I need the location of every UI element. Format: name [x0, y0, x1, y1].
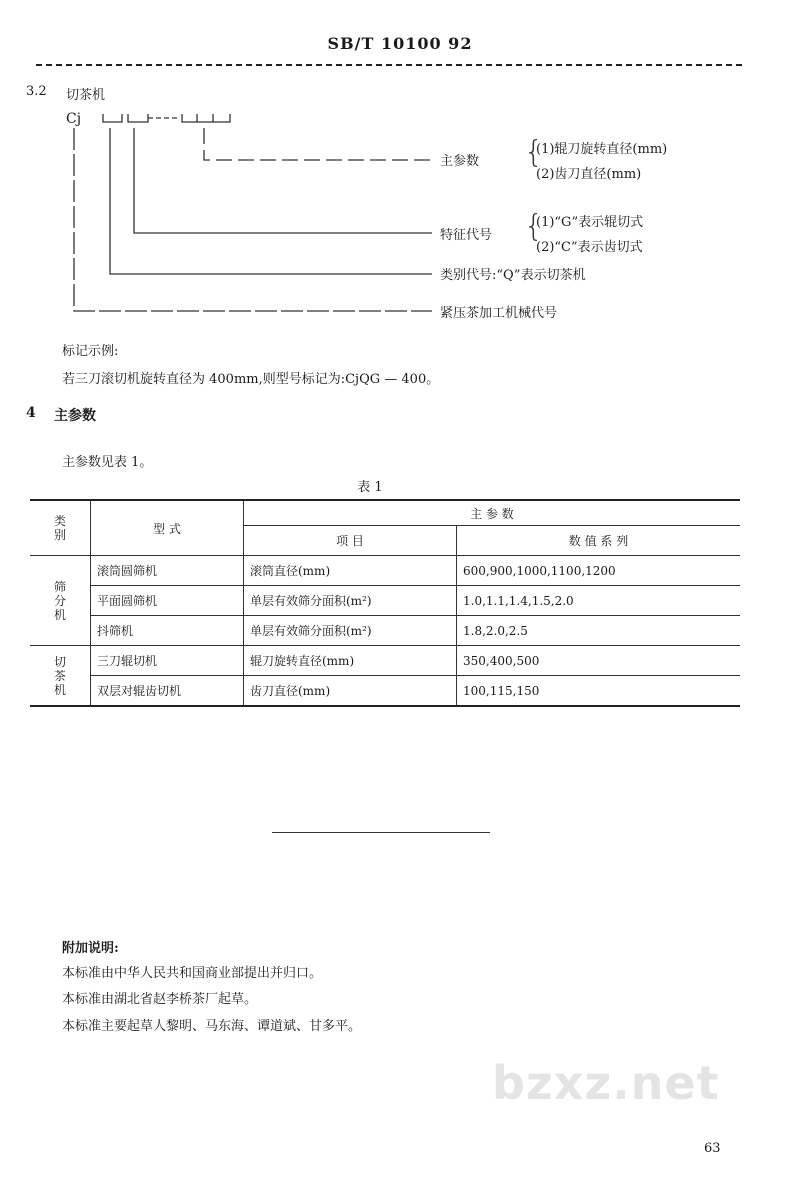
- parameter-table: [30, 499, 740, 707]
- type-cell: 双层对辊齿切机: [91, 676, 244, 707]
- section-number: 4: [26, 405, 36, 421]
- brace: {: [524, 135, 544, 170]
- header-category: 类别: [30, 500, 91, 556]
- type-cell: 平面圆筛机: [91, 586, 244, 616]
- category-cell: 筛分机: [30, 556, 91, 646]
- page-number: 63: [704, 1141, 721, 1156]
- standard-number: SB/T 10100 92: [327, 34, 473, 53]
- notes-line: 本标准由中华人民共和国商业部提出并归口。: [62, 966, 323, 981]
- machine-label: 紧压茶加工机械代号: [440, 306, 558, 321]
- brace: {: [524, 209, 544, 244]
- header-type: 型 式: [91, 500, 244, 556]
- code-box: [182, 114, 230, 122]
- item-cell: 齿刀直径(mm): [244, 676, 457, 707]
- section-title: 切茶机: [66, 88, 106, 103]
- values-cell: 100,115,150: [457, 676, 741, 707]
- item-cell: 辊刀旋转直径(mm): [244, 646, 457, 676]
- item-cell: 单层有效筛分面积(m²): [244, 616, 457, 646]
- values-cell: 1.0,1.1,1.4,1.5,2.0: [457, 586, 741, 616]
- header-value-series: 数 值 系 列: [457, 526, 741, 556]
- code-box: [103, 114, 122, 122]
- item-cell: 单层有效筛分面积(m²): [244, 586, 457, 616]
- feature-option: (2)“C”表示齿切式: [536, 240, 643, 255]
- notes-line: 本标准主要起草人黎明、马东海、谭道斌、甘多平。: [62, 1019, 362, 1034]
- code-box: [128, 114, 148, 122]
- watermark: bzxz.net: [492, 1056, 720, 1110]
- main-param-option: (1)辊刀旋转直径(mm): [536, 142, 668, 157]
- table-header-row: [30, 500, 740, 526]
- category-cell: 切茶机: [30, 646, 91, 707]
- example-text: 若三刀滚切机旋转直径为 400mm,则型号标记为:CjQG — 400。: [62, 372, 440, 387]
- table-row: [30, 676, 740, 707]
- section-number: 3.2: [26, 84, 47, 99]
- feature-option: (1)“G”表示辊切式: [536, 215, 644, 230]
- model-code: Cj: [66, 111, 82, 127]
- category-label: 类别代号:“Q”表示切茶机: [440, 268, 586, 283]
- table-row: [30, 616, 740, 646]
- type-cell: 滚筒圆筛机: [91, 556, 244, 586]
- values-cell: 350,400,500: [457, 646, 741, 676]
- item-cell: 滚筒直径(mm): [244, 556, 457, 586]
- header-main-params: 主 参 数: [244, 500, 741, 526]
- notes-line: 本标准由湖北省赵李桥茶厂起草。: [62, 992, 258, 1007]
- type-cell: 抖筛机: [91, 616, 244, 646]
- type-cell: 三刀辊切机: [91, 646, 244, 676]
- table-caption: 表 1: [357, 480, 383, 495]
- main-param-option: (2)齿刀直径(mm): [536, 167, 642, 182]
- feature-label: 特征代号: [440, 228, 493, 243]
- main-param-label: 主参数: [440, 154, 480, 169]
- header-item: 项 目: [244, 526, 457, 556]
- values-cell: 600,900,1000,1100,1200: [457, 556, 741, 586]
- example-title: 标记示例:: [62, 344, 119, 359]
- table-row: [30, 586, 740, 616]
- table-row: [30, 556, 740, 586]
- section-intro: 主参数见表 1。: [62, 455, 153, 470]
- table-row: [30, 646, 740, 676]
- end-rule: [272, 832, 490, 833]
- notes-title: 附加说明:: [62, 941, 119, 956]
- model-code-diagram: [0, 0, 800, 340]
- section-title: 主参数: [54, 408, 96, 424]
- values-cell: 1.8,2.0,2.5: [457, 616, 741, 646]
